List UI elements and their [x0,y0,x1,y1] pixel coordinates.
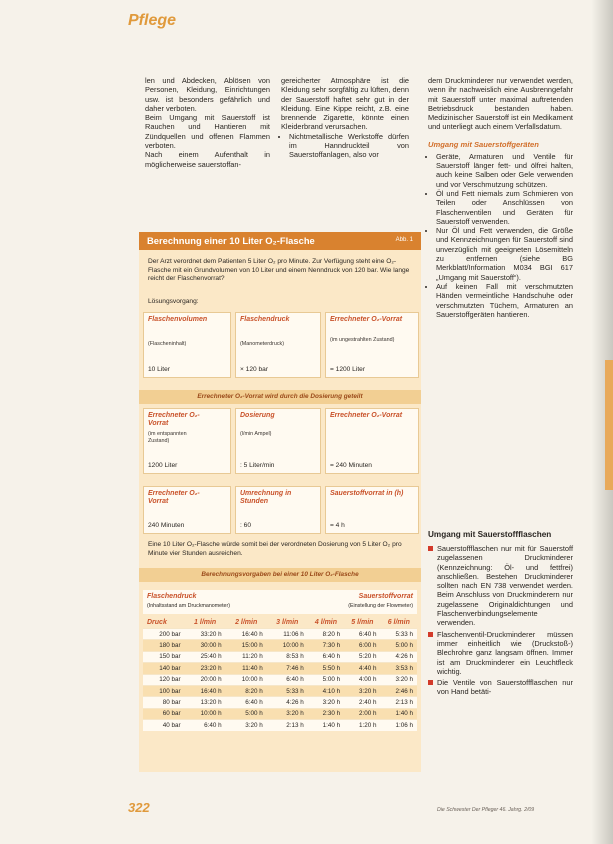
duration-cell: 11:06 h [267,629,308,640]
duration-cell: 10:00 h [267,640,308,651]
table-row [143,663,417,674]
duration-cell: 3:20 h [381,674,417,685]
duration-cell: 4:10 h [308,685,344,696]
subheading: Umgang mit Sauerstoffgeräten [428,139,539,149]
calc-card: Flaschendruck (Manometerdruck) × 120 bar [235,312,321,378]
duration-cell: 16:40 h [226,629,267,640]
text-column-3-lower [428,530,573,699]
pressure-cell: 60 bar [143,708,185,719]
calc-card: Errechneter O₂-Vorrat (im entspannten Zustand) 1200 Liter [143,408,231,474]
list-item: • Nur Öl und Fett verwenden, die Größe und Kennzeichnungen für Sauerstoff sind unverzüglich mit geeigneten Lösemitteln zu entfernen (siehe BG Merkblatt/Information M034 BGI 617 „Umgang mit Sauerstoff“). [436,226,573,282]
duration-cell: 5:00 h [381,640,417,651]
column-header: 5 l/min [351,619,374,626]
duration-cell: 5:20 h [344,651,380,662]
pressure-cell: 100 bar [143,685,185,696]
duration-cell: 2:30 h [308,708,344,719]
pressure-cell: 180 bar [143,640,185,651]
calculation-box [139,232,421,772]
duration-cell: 33:20 h [185,629,226,640]
table-row [143,685,417,696]
table-row [143,674,417,685]
duration-cell: 5:00 h [308,674,344,685]
bullet-list [281,132,409,160]
duration-cell: 2:46 h [381,685,417,696]
duration-cell: 10:00 h [185,708,226,719]
paragraph: len und Abdecken, Ablösen von Personen, Kleidung, Einrichtungen usw. ist besonders gefährlich und daher verboten. [145,76,270,113]
duration-cell: 1:40 h [308,720,344,731]
table-header-band [143,590,417,614]
table-caption-band: Berechnungsvorgaben bei einer 10 Liter O₂-Flasche [139,568,421,582]
duration-cell: 11:40 h [226,663,267,674]
paragraph: Nach einem Aufenthalt in möglicherweise sauerstoffan- [145,150,270,169]
paragraph: Beim Umgang mit Sauerstoff ist Rauchen und Hantieren mit Zündquellen und offenen Flammen verboten. [145,113,270,151]
table-right-sublabel: (Einstellung der Flowmeter) [348,603,413,609]
duration-cell: 13:20 h [185,697,226,708]
square-bullet-icon [428,680,433,685]
list-item: • Auf keinen Fall mit verschmutzten Händen vermeintliche Handschuhe oder verschmutzten Tüchern, Armaturen an Sauerstoffgeräten hantieren. [436,282,573,319]
duration-cell: 3:20 h [344,685,380,696]
text-column-1 [145,76,270,169]
duration-cell: 8:20 h [226,685,267,696]
table-row [143,697,417,708]
column-header: 4 l/min [314,619,338,626]
square-bullet-icon [428,546,433,551]
table-left-label: Flaschendruck [147,593,197,600]
duration-cell: 8:53 h [267,651,308,662]
instruction-band: Errechneter O₂-Vorrat wird durch die Dosierung geteilt [139,390,421,404]
figure-ref: Abb. 1 [395,237,413,243]
duration-cell: 25:40 h [185,651,226,662]
duration-cell: 3:20 h [226,720,267,731]
section-title: Pflege [128,12,177,29]
duration-cell: 23:20 h [185,663,226,674]
duration-cell: 4:00 h [344,674,380,685]
calc-card: Errechneter O₂-Vorrat (im ungestrahlten Zustand) = 1200 Liter [325,312,419,378]
column-header: 3 l/min [276,619,299,626]
duration-cell: 5:33 h [267,685,308,696]
duration-cell: 5:00 h [226,708,267,719]
calc-card: Errechneter O₂-Vorrat = 240 Minuten [325,408,419,474]
duration-cell: 7:30 h [308,640,344,651]
list-item: Sauerstoffflaschen nur mit für Sauerstoff zugelassenen Druckminderer (Kennzeichnung: Öl- und fettfrei) anschließen. Bestehen Druckminderer sollten nach EN 738 verwendet werden. Beim Anschluss von Druckminderern nur zugelassene Originaldichtungen und Flaschenverbindungselemente verwenden. [428,544,573,628]
paragraph: gereicherter Atmosphäre ist die Kleidung sehr sorgfältig zu lüften, denn der Sauerstoff haftet sehr gut in der Kleidung. Eine Kippe reicht, z.B. eine brennende Zigarette, könnte einen Kleiderbrand verursachen. [281,76,409,132]
table-header-row [143,617,417,629]
duration-cell: 8:20 h [308,629,344,640]
duration-cell: 6:40 h [226,697,267,708]
duration-cell: 5:33 h [381,629,417,640]
text-column-3 [428,76,573,319]
list-item: • Öl und Fett niemals zum Schmieren von Teilen oder Anschlüssen von Flaschenventilen und Geräten für Sauerstoff verwenden. [436,189,573,226]
duration-cell: 6:40 h [344,629,380,640]
list-item: Flaschenventil-Druckminderer müssen immer einheitlich wie (Druckstoß-) Blechrohre ganz langsam öffnen. Immer ist am Druckminderer ein Leuchtfleck wichtig. [428,630,573,676]
list-item: Die Ventile von Sauerstoffflaschen nur von Hand betäti- [428,678,573,697]
column-header: 6 l/min [387,619,410,626]
duration-cell: 4:40 h [344,663,380,674]
duration-cell: 1:06 h [381,720,417,731]
pressure-cell: 200 bar [143,629,185,640]
calculation-box-header [139,232,421,250]
duration-cell: 6:40 h [185,720,226,731]
duration-cell: 6:40 h [267,674,308,685]
duration-cell: 16:40 h [185,685,226,696]
calculation-box-title: Berechnung einer 10 Liter O₂-Flasche [147,235,315,246]
column-header: Druck [147,619,167,626]
table-row [143,629,417,640]
table-row [143,651,417,662]
page-edge-tab [605,360,613,490]
duration-cell: 3:53 h [381,663,417,674]
solution-label: Lösungsvorgang: [148,298,199,305]
list-item: • Nichtmetallische Werkstoffe dürfen im Hanndruckteil von Sauerstoffanlagen, also vor [289,132,409,160]
text-column-2 [281,76,409,160]
paragraph: dem Druckminderer nur verwendet werden, wenn ihr nachweislich eine Ausbrenngefahr mit Sauerstoff unter maximal auftretenden Betriebsdruck bestanden haben. Medizinischer Sauerstoff ist ein Medikament und unterliegt auch einem Verfallsdatum. [428,76,573,132]
pressure-cell: 150 bar [143,651,185,662]
pressure-cell: 40 bar [143,720,185,731]
table-row [143,640,417,651]
table-row [143,708,417,719]
duration-cell: 2:40 h [344,697,380,708]
calc-card: Sauerstoffvorrat in (h) = 4 h [325,486,419,534]
list-item: • Geräte, Armaturen und Ventile für Sauerstoff länger fett- und ölfrei halten, auch keine Salben oder Gele verwenden und vor Verschmutzung schützen. [436,152,573,189]
problem-statement: Der Arzt verordnet dem Patienten 5 Liter O₂ pro Minute. Zur Verfügung steht eine O₂-Flasche mit ein Grundvolumen von 10 Liter und einem Nenndruck von 120 bar. Wie lange reicht der Flaschenvorrat? [148,258,410,283]
duration-cell: 6:00 h [344,640,380,651]
runtime-table [143,617,417,731]
column-header: 2 l/min [235,619,258,626]
conclusion-text: Eine 10 Liter O₂-Flasche würde somit bei der verordneten Dosierung von 5 Liter O₂ pro Minute vier Stunden ausreichen. [148,541,402,557]
table-body [143,629,417,731]
pressure-cell: 120 bar [143,674,185,685]
duration-cell: 11:20 h [226,651,267,662]
duration-cell: 3:20 h [308,697,344,708]
page-number: 322 [128,800,150,815]
calc-card: Umrechnung in Stunden : 60 [235,486,321,534]
source-line: Die Schwester Der Pfleger 46. Jahrg. 2/09 [437,807,535,813]
duration-cell: 2:13 h [267,720,308,731]
pressure-cell: 140 bar [143,663,185,674]
table-row [143,720,417,731]
duration-cell: 3:20 h [267,708,308,719]
duration-cell: 10:00 h [226,674,267,685]
duration-cell: 5:50 h [308,663,344,674]
column-header: 1 l/min [194,619,217,626]
duration-cell: 30:00 h [185,640,226,651]
duration-cell: 4:26 h [267,697,308,708]
duration-cell: 1:40 h [381,708,417,719]
duration-cell: 20:00 h [185,674,226,685]
duration-cell: 1:20 h [344,720,380,731]
pressure-cell: 80 bar [143,697,185,708]
duration-cell: 15:00 h [226,640,267,651]
calc-card: Flaschenvolumen (Flascheninhalt) 10 Liter [143,312,231,378]
table-right-label: Sauerstoffvorrat [358,593,413,600]
square-bullet-icon [428,632,433,637]
subheading: Umgang mit Sauerstoffflaschen [428,530,552,539]
calc-card: Dosierung (l/min Ampel) : 5 Liter/min [235,408,321,474]
duration-cell: 2:13 h [381,697,417,708]
duration-cell: 7:46 h [267,663,308,674]
table-left-sublabel: (Inhaltsstand am Druckmanometer) [147,603,231,609]
duration-cell: 4:26 h [381,651,417,662]
duration-cell: 6:40 h [308,651,344,662]
duration-cell: 2:00 h [344,708,380,719]
calc-card: Errechneter O₂-Vorrat 240 Minuten [143,486,231,534]
bullet-list [428,152,573,319]
